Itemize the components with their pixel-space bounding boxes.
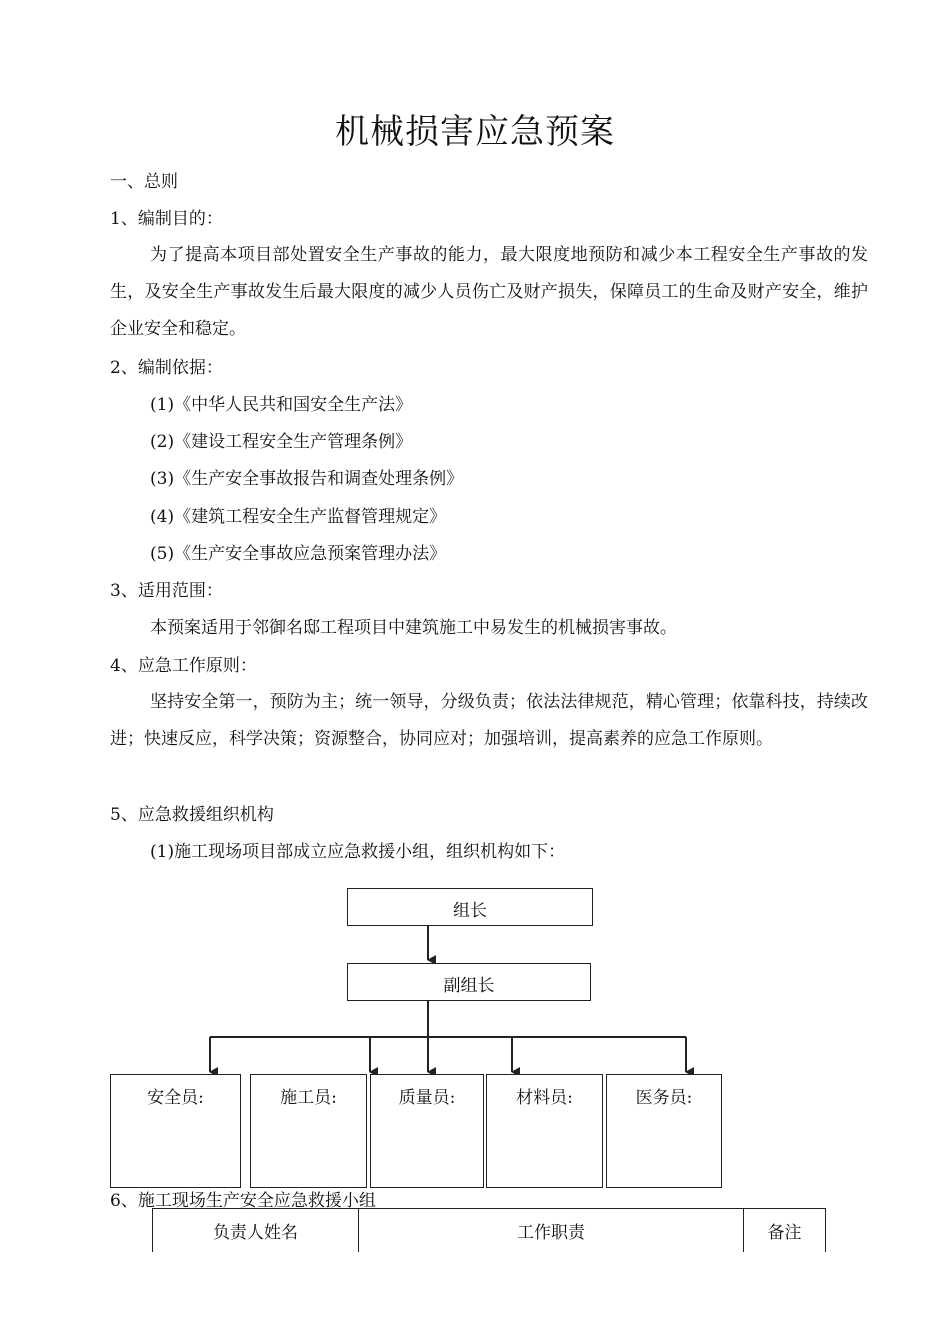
org-leader-label: 组长 [453, 901, 487, 921]
org-member-box-quality [370, 1074, 484, 1188]
org-member-label: 质量员: [398, 1088, 456, 1108]
org-member-label: 医务员: [635, 1088, 693, 1108]
org-intro: (1)施工现场项目部成立应急救援小组，组织机构如下： [150, 842, 566, 862]
org-leader-box [347, 888, 593, 926]
section-general: 一、总则 [110, 172, 178, 192]
org-member-box-safety [110, 1074, 241, 1188]
org-member-box-construction [250, 1074, 367, 1188]
team-table [152, 1208, 826, 1252]
basis-item: (2)《建设工程安全生产管理条例》 [150, 432, 413, 452]
basis-item: (1)《中华人民共和国安全生产法》 [150, 395, 413, 415]
org-member-box-materials [486, 1074, 603, 1188]
purpose-text: 为了提高本项目部处置安全生产事故的能力，最大限度地预防和减少本工程安全生产事故的发生，及安全生产事故发生后最大限度的减少人员伤亡及财产损失，保障员工的生命及财产安全，维护企业安全和稳定。 [110, 245, 868, 339]
table-header-name: 负责人姓名 [152, 1208, 358, 1252]
basis-item: (3)《生产安全事故报告和调查处理条例》 [150, 469, 464, 489]
org-member-label: 施工员: [280, 1088, 337, 1108]
org-member-box-medical [606, 1074, 722, 1188]
purpose-heading: 1、编制目的： [110, 209, 223, 229]
team-heading: 6、施工现场生产安全应急救援小组 [110, 1191, 376, 1211]
org-deputy-box [347, 963, 591, 1001]
org-deputy-label: 副组长 [443, 976, 495, 996]
basis-item: (4)《建筑工程安全生产监督管理规定》 [150, 507, 447, 527]
principle-text: 坚持安全第一，预防为主；统一领导，分级负责；依法法律规范，精心管理；依靠科技，持续改进；快速反应，科学决策；资源整合，协同应对；加强培训，提高素养的应急工作原则。 [110, 692, 868, 749]
org-member-label: 材料员: [516, 1088, 573, 1108]
principle-heading: 4、应急工作原则： [110, 656, 257, 676]
org-heading: 5、应急救援组织机构 [110, 805, 274, 825]
page-title: 机械损害应急预案 [335, 112, 615, 152]
table-header-duty: 工作职责 [358, 1208, 743, 1252]
scope-heading: 3、适用范围： [110, 581, 223, 601]
table-header-remark: 备注 [743, 1208, 826, 1252]
scope-text: 本预案适用于邻御名邸工程项目中建筑施工中易发生的机械损害事故。 [150, 618, 677, 638]
basis-item: (5)《生产安全事故应急预案管理办法》 [150, 544, 447, 564]
org-member-label: 安全员: [147, 1088, 204, 1108]
basis-heading: 2、编制依据： [110, 358, 223, 378]
